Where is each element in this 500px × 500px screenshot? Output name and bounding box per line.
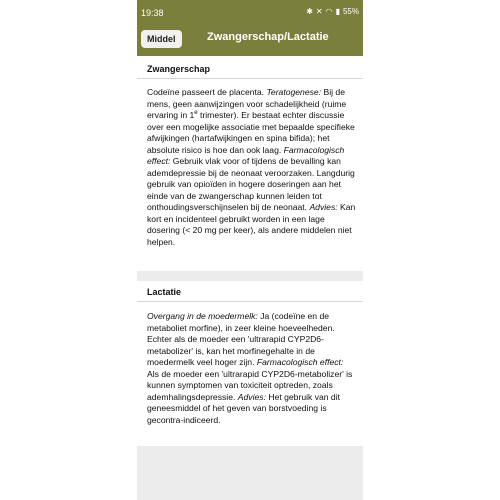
text-segment: Bij de mens, geen aanwijzingen voor schadelijkheid (ruime ervaring in 1 (147, 87, 347, 120)
section-text-zwangerschap (147, 87, 357, 248)
text-emphasis: Farmacologisch effect: (147, 144, 345, 166)
text-emphasis: Advies: (237, 391, 266, 402)
back-button[interactable]: Middel (141, 30, 182, 48)
page-title: Zwangerschap/Lactatie (207, 31, 329, 43)
section-divider (137, 271, 363, 281)
section-header-zwangerschap (137, 58, 363, 79)
text-segment: Ja (codeïne en de metaboliet morfine), in zeer kleine hoeveelheden. Echter als de moeder een 'ultrarapid CYP2D6-metabolizer' is, kan het morfinegehalte in de moedermelk veel hoger zijn. (147, 311, 335, 367)
section-header-lactatie (137, 281, 363, 302)
superscript: e (194, 110, 198, 117)
text-segment: Kan kort en incidenteel gebruikt worden in een lage dosering (< 20 mg per keer), als andere middelen niet helpen. (147, 202, 356, 247)
app-bar (137, 0, 363, 56)
text-emphasis: Farmacologisch effect: (256, 357, 344, 367)
battery-level: 55% (342, 7, 359, 16)
text-segment: Als de moeder een 'ultrarapid CYP2D6-metabolizer' is kunnen symptomen van toxiciteit optreden, zoals ademhalingsdepressie. (147, 368, 353, 402)
bluetooth-icon: ✱ (306, 7, 313, 16)
section-text-lactatie (147, 311, 357, 426)
app-screen (137, 0, 363, 500)
page-bottom-divider (137, 446, 363, 500)
status-time: 19:38 (141, 8, 164, 18)
text-segment: Gebruik vlak voor of tijdens de bevalling kan ademdepressie bij de neonaat veroorzaken. Langdurig gebruik van opioïden in hogere doseringen aan het einde van de zwangerschap kunnen leiden tot onthoudingsverschijnselen bij de neonaat. (147, 156, 355, 212)
text-segment: Codeïne passeert de placenta. (147, 87, 267, 97)
status-bar (137, 0, 363, 22)
section-title: Zwangerschap (147, 64, 211, 74)
text-emphasis: Teratogenese: (266, 87, 322, 97)
signal-icon: ▮ (335, 7, 340, 16)
text-emphasis: Advies: (309, 202, 338, 212)
text-segment: trimester). Er bestaat echter discussie over een mogelijke associatie met bepaalde specifieke afwijkingen (hartafwijkingen en spina bifida); het absolute risico is hoe dan ook laag. (147, 110, 355, 155)
wifi-icon: ◠ (325, 7, 333, 16)
text-segment: Het gebruik van dit geneesmiddel of het geven van borstvoeding is gecontra-indiceerd. (147, 391, 341, 425)
mute-icon: ✕ (315, 7, 323, 16)
section-title: Lactatie (147, 287, 182, 297)
text-emphasis: Overgang in de moedermelk: (147, 311, 258, 321)
status-icons (306, 7, 359, 16)
